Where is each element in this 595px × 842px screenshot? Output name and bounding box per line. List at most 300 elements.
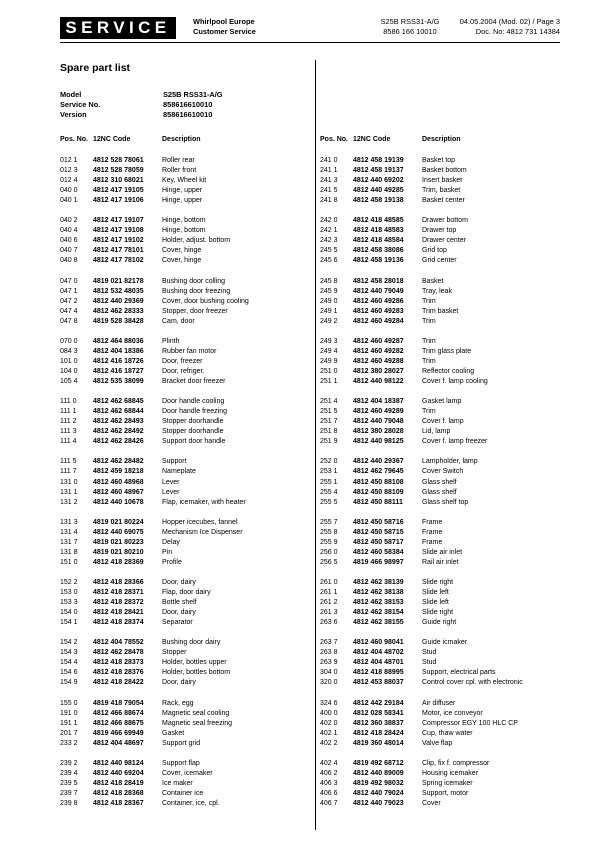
pos-no-cell: 239 2 [60,759,78,767]
description-cell: Motor, ice conveyor [422,709,483,717]
part-code-cell: 4812 458 19138 [353,197,404,205]
description-cell: Plinth [162,337,180,345]
description-cell: Cover, icemaker [162,769,213,777]
table-row [60,598,310,608]
header-model-block [360,17,460,37]
description-cell: Cover Switch [422,468,464,476]
part-code-cell: 4812 440 79049 [353,287,404,295]
description-cell: Stopper doorhandle [162,428,224,436]
header-pos-no: Pos. No. [60,136,89,143]
table-row [320,739,560,749]
pos-no-cell: 239 7 [60,789,78,797]
description-cell: Support grid [162,739,201,747]
part-code-cell: 4812 417 78102 [93,257,144,265]
pos-no-cell: 255 8 [320,528,338,536]
table-row [320,467,560,477]
pos-no-cell: 263 9 [320,659,338,667]
description-cell: Bracket door freezer [162,378,226,386]
table-row [60,618,310,628]
pos-no-cell: 154 6 [60,669,78,677]
pos-no-cell: 152 2 [60,578,78,586]
part-code-cell: 4812 440 89009 [353,769,404,777]
description-cell: Door, dairy [162,578,196,586]
table-body-left [60,156,310,809]
description-cell: Bushing door freezing [162,287,231,295]
pos-no-cell: 251 9 [320,438,338,446]
table-row [60,226,310,236]
pos-no-cell: 012 3 [60,167,78,175]
pos-no-cell: 251 7 [320,418,338,426]
pos-no-cell: 251 5 [320,408,338,416]
part-code-cell: 4812 460 49289 [353,408,404,416]
part-code-cell: 4812 404 48702 [353,649,404,657]
part-code-cell: 4812 418 28421 [93,609,144,617]
table-row [320,427,560,437]
table-row [320,417,560,427]
pos-no-cell: 245 9 [320,287,338,295]
table-row [320,176,560,186]
pos-no-cell: 251 1 [320,378,338,386]
company-name: Whirlpool Europe [193,17,255,26]
pos-no-cell: 047 0 [60,277,78,285]
table-row [320,357,560,367]
part-code-cell: 4812 528 78059 [93,167,144,175]
part-code-cell: 4812 462 28493 [93,418,144,426]
pos-no-cell: 154 9 [60,679,78,687]
pos-no-cell: 249 0 [320,297,338,305]
part-code-cell: 4812 417 19108 [93,227,144,235]
description-cell: Rubber fan motor [162,347,217,355]
table-row [320,156,560,166]
pos-no-cell: 105 4 [60,378,78,386]
pos-no-cell: 263 7 [320,639,338,647]
pos-no-cell: 402 1 [320,729,338,737]
description-cell: Door, refriger. [162,367,205,375]
column-divider [315,60,316,830]
description-cell: Grid top [422,247,447,255]
description-cell: Bushing door colling [162,277,226,285]
part-code-cell: 4812 404 48701 [353,659,404,667]
description-cell: Container, ice, cpl. [162,800,220,807]
part-code-cell: 4812 417 19106 [93,197,144,205]
description-cell: Gasket lamp [422,398,462,406]
part-code-cell: 4812 440 79023 [353,800,404,807]
part-code-cell: 4812 460 98041 [353,639,404,647]
header-12nc-code: 12NC Code [93,136,131,143]
table-row [60,799,310,809]
description-cell: Valve flap [422,739,453,747]
part-code-cell: 4812 460 49282 [353,347,404,355]
table-row [320,297,560,307]
table-row [320,186,560,196]
pos-no-cell: 261 0 [320,578,338,586]
pos-no-cell: 012 4 [60,177,78,185]
description-cell: Rack, egg [162,699,194,707]
table-row [320,729,560,739]
pos-no-cell: 241 1 [320,167,338,175]
table-row [320,377,560,387]
pos-no-cell: 263 8 [320,649,338,657]
pos-no-cell: 154 1 [60,619,78,627]
pos-no-cell: 241 3 [320,177,338,185]
table-row [320,488,560,498]
table-row [320,719,560,729]
header-description: Description [422,136,461,143]
part-code-cell: 4812 460 48968 [93,478,144,486]
part-code-cell: 4812 532 48035 [93,287,144,295]
description-cell: Flap, icemaker, with heater [162,498,246,506]
part-code-cell: 4812 418 48583 [353,227,404,235]
pos-no-cell: 153 3 [60,599,78,607]
description-cell: Tray, leak [422,287,452,295]
table-row [320,347,560,357]
pos-no-cell: 261 3 [320,609,338,617]
description-cell: Support [162,458,187,466]
description-cell: Basket top [422,157,456,164]
part-code-cell: 4812 462 28478 [93,649,144,657]
pos-no-cell: 151 0 [60,558,78,566]
pos-no-cell: 242 3 [320,237,338,245]
part-code-cell: 4812 453 88037 [353,679,404,687]
description-cell: Cover, hinge [162,257,202,265]
pos-no-cell: 263 6 [320,619,338,627]
description-cell: Mechanism Ice Dispenser [162,528,243,536]
header-divider [60,42,560,43]
part-code-cell: 4819 466 69949 [93,729,144,737]
pos-no-cell: 191 1 [60,719,78,727]
description-cell: Basket [422,277,444,285]
table-row [320,648,560,658]
part-code-cell: 4812 460 48967 [93,488,144,496]
pos-no-cell: 233 2 [60,739,78,747]
table-row [60,528,310,538]
department-name: Customer Service [193,27,256,36]
description-cell: Glass shelf top [422,498,469,506]
pos-no-cell: 040 2 [60,217,78,225]
part-code-cell: 4819 466 98997 [353,558,404,566]
table-row [320,588,560,598]
description-cell: Ice maker [162,779,193,787]
part-code-cell: 4812 460 58384 [353,548,404,556]
part-code-cell: 4812 417 19102 [93,237,144,245]
table-row [60,186,310,196]
part-code-cell: 4812 418 28366 [93,578,144,586]
info-label: Service No. [60,100,101,110]
part-code-cell: 4812 440 29369 [93,297,144,305]
part-code-cell: 4812 462 38153 [353,599,404,607]
part-code-cell: 4812 460 49283 [353,307,404,315]
table-row [320,367,560,377]
pos-no-cell: 261 1 [320,589,338,597]
description-cell: Door, dairy [162,679,196,687]
table-row [60,437,310,447]
pos-no-cell: 245 8 [320,277,338,285]
info-value: 858616610010 [163,110,213,120]
part-code-cell: 4812 462 68845 [93,398,144,406]
table-row [320,678,560,688]
table-row [60,668,310,678]
part-code-cell: 4812 462 28492 [93,428,144,436]
table-row [60,759,310,769]
pos-no-cell: 406 7 [320,800,338,807]
table-row [60,156,310,166]
table-row [320,709,560,719]
pos-no-cell: 111 3 [60,428,77,436]
pos-no-cell: 191 0 [60,709,78,717]
pos-no-cell: 255 5 [320,498,338,506]
pos-no-cell: 047 1 [60,287,78,295]
part-code-cell: 4812 462 38138 [353,589,404,597]
table-row [60,347,310,357]
part-code-cell: 4819 492 68712 [353,759,404,767]
pos-no-cell: 255 9 [320,538,338,546]
description-cell: Magnetic seal freezing [162,719,233,727]
model-info [60,90,223,121]
pos-no-cell: 131 8 [60,548,78,556]
header-meta-block [460,17,560,37]
part-code-cell: 4812 462 68844 [93,408,144,416]
pos-no-cell: 241 8 [320,197,338,205]
pos-no-cell: 154 3 [60,649,78,657]
part-code-cell: 4812 418 48585 [353,217,404,225]
pos-no-cell: 255 1 [320,478,338,486]
pos-no-cell: 320 0 [320,679,338,687]
pos-no-cell: 251 0 [320,367,338,375]
description-cell: Trim [422,357,436,365]
description-cell: Holder, adjust. bottom [162,237,231,245]
table-row [60,367,310,377]
description-cell: Grid center [422,257,457,265]
part-code-cell: 4819 021 80210 [93,548,144,556]
part-code-cell: 4812 418 28373 [93,659,144,667]
part-code-cell: 4819 418 79054 [93,699,144,707]
description-cell: Stopper [162,649,187,657]
table-row [60,337,310,347]
description-cell: Cover f. lamp [422,418,464,426]
part-code-cell: 4812 460 49288 [353,357,404,365]
pos-no-cell: 070 0 [60,337,78,345]
description-cell: Cover, door bushing cooling [162,297,249,305]
table-row [320,337,560,347]
table-row [320,498,560,508]
part-code-cell: 4812 417 19105 [93,187,144,195]
part-code-cell: 4812 458 19136 [353,257,404,265]
part-code-cell: 4812 404 18386 [93,347,144,355]
pos-no-cell: 249 4 [320,347,338,355]
table-row [320,457,560,467]
table-header [320,135,560,145]
table-row [320,307,560,317]
table-row [320,759,560,769]
table-row [320,578,560,588]
part-code-cell: 4812 380 28028 [353,428,404,436]
pos-no-cell: 040 4 [60,227,78,235]
table-row [60,246,310,256]
description-cell: Air diffuser [422,699,456,707]
part-code-cell: 4812 442 29184 [353,699,404,707]
part-code-cell: 4812 440 98125 [353,438,404,446]
part-code-cell: 4819 021 80224 [93,518,144,526]
part-code-cell: 4812 418 88995 [353,669,404,677]
pos-no-cell: 249 2 [320,317,338,325]
part-code-cell: 4812 404 18387 [353,398,404,406]
description-cell: Cover, hinge [162,247,202,255]
part-code-cell: 4812 416 18726 [93,357,144,365]
table-row [60,498,310,508]
part-code-cell: 4819 528 38428 [93,317,144,325]
description-cell: Trim glass plate [422,347,472,355]
part-code-cell: 4812 460 49287 [353,337,404,345]
info-row-version [60,110,223,120]
info-value: S25B RSS31-A/G [163,90,223,99]
table-row [60,317,310,327]
table-row [60,518,310,528]
pos-no-cell: 111 4 [60,438,77,446]
part-code-cell: 4812 458 38086 [353,247,404,255]
table-row [60,467,310,477]
part-code-cell: 4812 466 88674 [93,709,144,717]
part-code-cell: 4812 462 28426 [93,438,144,446]
pos-no-cell: 047 8 [60,317,78,325]
table-row [60,407,310,417]
part-code-cell: 4812 462 38154 [353,609,404,617]
pos-no-cell: 131 2 [60,498,78,506]
part-code-cell: 4812 310 68021 [93,177,144,185]
description-cell: Hinge, upper [162,197,203,205]
part-code-cell: 4812 418 28374 [93,619,144,627]
description-cell: Support, motor [422,789,469,797]
part-code-cell: 4812 450 58717 [353,538,404,546]
description-cell: Roller rear [162,157,195,164]
table-row [320,598,560,608]
parts-table-right [320,135,560,809]
part-code-cell: 4812 440 98124 [93,759,144,767]
pos-no-cell: 251 8 [320,428,338,436]
table-row [320,216,560,226]
part-code-cell: 4812 462 38155 [353,619,404,627]
pos-no-cell: 256 5 [320,558,338,566]
pos-no-cell: 402 0 [320,719,338,727]
pos-no-cell: 239 4 [60,769,78,777]
table-row [60,236,310,246]
table-row [320,317,560,327]
pos-no-cell: 131 7 [60,538,78,546]
pos-no-cell: 406 2 [320,769,338,777]
table-row [320,538,560,548]
table-row [60,648,310,658]
part-code-cell: 4812 460 49284 [353,317,404,325]
description-cell: Cam, door [162,317,195,325]
part-code-cell: 4819 360 48014 [353,739,404,747]
table-row [60,638,310,648]
description-cell: Door handle freezing [162,408,227,416]
pos-no-cell: 242 0 [320,217,338,225]
part-code-cell: 4812 418 28369 [93,558,144,566]
pos-no-cell: 239 8 [60,800,78,807]
part-code-cell: 4812 458 28018 [353,277,404,285]
part-code-cell: 4819 021 80223 [93,538,144,546]
description-cell: Reflector cooling [422,367,475,375]
header-12nc-code: 12NC Code [353,136,391,143]
table-row [60,779,310,789]
pos-no-cell: 047 4 [60,307,78,315]
part-code-cell: 4812 418 28424 [353,729,404,737]
pos-no-cell: 111 5 [60,458,77,466]
table-body-right [320,156,560,809]
info-row-service-no [60,100,223,110]
description-cell: Trim [422,408,436,416]
description-cell: Trim, basket [422,187,461,195]
part-code-cell: 4812 440 79048 [353,418,404,426]
table-row [60,457,310,467]
description-cell: Lever [162,478,180,486]
table-row [60,196,310,206]
info-label: Version [60,110,87,120]
description-cell: Profile [162,558,182,566]
part-code-cell: 4812 380 28027 [353,367,404,375]
description-cell: Door, dairy [162,609,196,617]
table-row [320,548,560,558]
description-cell: Clip, fix f. compressor [422,759,490,767]
pos-no-cell: 252 0 [320,458,338,466]
description-cell: Frame [422,538,443,546]
part-code-cell: 4812 440 49285 [353,187,404,195]
pos-no-cell: 406 6 [320,789,338,797]
pos-no-cell: 111 0 [60,398,77,406]
part-code-cell: 4812 404 48697 [93,739,144,747]
description-cell: Housing icemaker [422,769,479,777]
description-cell: Nameplate [162,468,196,476]
table-row [320,196,560,206]
table-row [60,658,310,668]
table-row [320,236,560,246]
description-cell: Rail air inlet [422,558,459,566]
table-row [60,789,310,799]
table-row [320,779,560,789]
part-code-cell: 4812 440 10678 [93,498,144,506]
pos-no-cell: 304 0 [320,669,338,677]
table-row [320,558,560,568]
description-cell: Pin [162,548,173,556]
table-row [60,548,310,558]
table-row [60,699,310,709]
part-code-cell: 4812 418 28368 [93,789,144,797]
pos-no-cell: 245 6 [320,257,338,265]
table-row [320,518,560,528]
description-cell: Lid, lamp [422,428,451,436]
table-row [320,769,560,779]
table-row [320,437,560,447]
description-cell: Cover [422,800,441,807]
description-cell: Slide left [422,589,449,597]
pos-no-cell: 400 0 [320,709,338,717]
description-cell: Drawer center [422,237,466,245]
table-row [60,478,310,488]
table-row [320,668,560,678]
parts-table-left [60,135,310,809]
description-cell: Support door handle [162,438,226,446]
description-cell: Support, electrical parts [422,669,496,677]
pos-no-cell: 104 0 [60,367,78,375]
part-code-cell: 4812 440 69204 [93,769,144,777]
pos-no-cell: 249 1 [320,307,338,315]
table-row [60,307,310,317]
pos-no-cell: 154 0 [60,609,78,617]
description-cell: Guide icmaker [422,639,468,647]
part-code-cell: 4812 460 49286 [353,297,404,305]
part-code-cell: 4812 418 28372 [93,599,144,607]
part-code-cell: 4812 440 69075 [93,528,144,536]
